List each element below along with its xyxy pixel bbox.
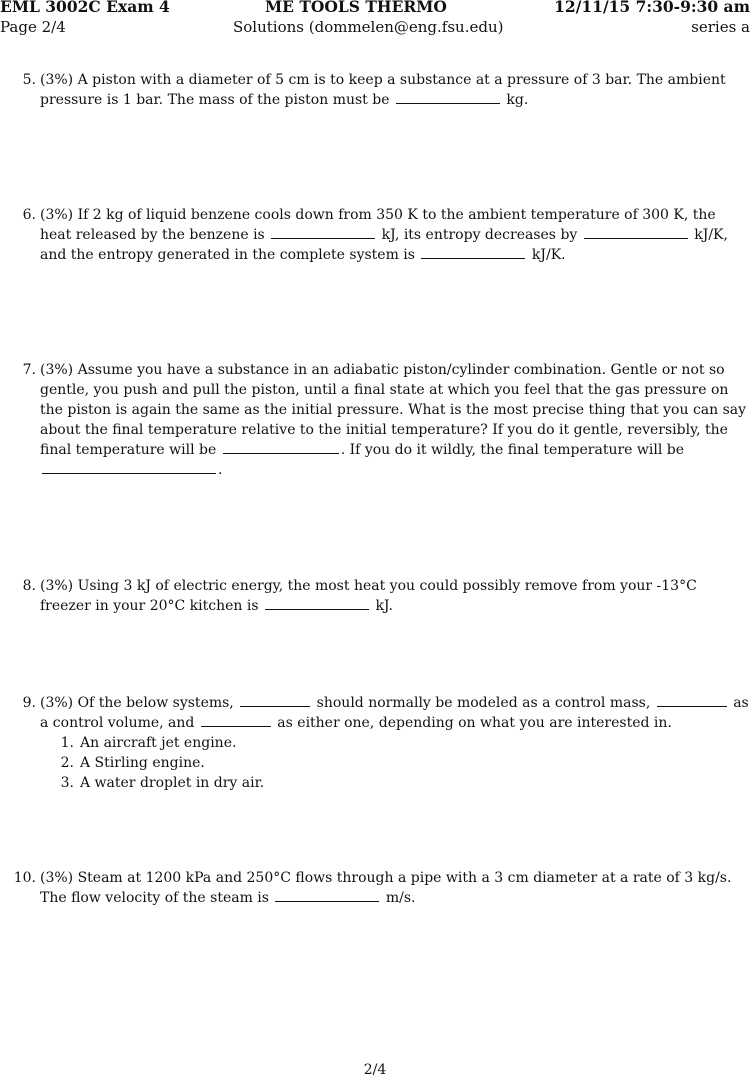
question-text: kJ. <box>375 598 393 614</box>
question-text: (3%) Steam at 1200 kPa and 250°C flows through a pipe with a 3 cm diameter at a rate of 3 kg/s. The flow velocity of the steam is <box>40 870 732 906</box>
question-text: (3%) Using 3 kJ of electric energy, the most heat you could possibly remove from your -13°C freezer in your 20°C kitchen is <box>40 578 697 614</box>
question-text: m/s. <box>385 890 416 906</box>
answer-blank[interactable] <box>271 237 375 239</box>
question-7 <box>22 360 750 480</box>
answer-blank[interactable] <box>223 452 339 454</box>
answer-blank[interactable] <box>275 900 379 902</box>
answer-blank[interactable] <box>396 102 500 104</box>
list-item-text: An aircraft jet engine. <box>80 735 237 751</box>
question-number: 8. <box>22 578 36 594</box>
question-text: as a control volume, and <box>40 695 749 731</box>
question-text: (3%) If 2 kg of liquid benzene cools down from 350 K to the ambient temperature of 300 K, the heat released by the benzene is <box>40 207 716 243</box>
exam-header-row <box>0 0 750 17</box>
page-footer: 2/4 <box>363 1062 387 1078</box>
answer-blank[interactable] <box>584 237 688 239</box>
list-item <box>40 733 750 753</box>
question-text: (3%) Assume you have a substance in an adiabatic piston/cylinder combination. Gentle or not so gentle, you push and pull the piston, until a final state at which you feel that the gas pressure on the piston is again the same as the initial pressure. What is the most precise thing that you can say about the final temperature relative to the initial temperature? If you do it gentle, reversibly, the final temperature will be <box>40 362 747 458</box>
question-6 <box>22 205 750 265</box>
solutions-contact: Solutions (dommelen@eng.fsu.edu) <box>233 18 504 36</box>
list-item <box>40 753 750 773</box>
question-9 <box>22 693 750 793</box>
question-number: 7. <box>22 362 36 378</box>
question-10 <box>13 868 750 908</box>
course-code: EML 3002C Exam 4 <box>0 0 170 16</box>
list-item <box>40 773 750 793</box>
questions-section <box>13 70 750 908</box>
list-number: 3. <box>60 775 74 791</box>
question-number: 5. <box>22 72 36 88</box>
answer-blank[interactable] <box>240 705 310 707</box>
list-item-text: A Stirling engine. <box>80 755 205 771</box>
answer-blank[interactable] <box>421 257 525 259</box>
list-item-text: A water droplet in dry air. <box>80 775 265 791</box>
system-list <box>40 733 750 793</box>
question-text: kJ/K. <box>531 247 566 263</box>
answer-blank[interactable] <box>201 725 271 727</box>
page-indicator: Page 2/4 <box>0 18 66 36</box>
list-number: 2. <box>60 755 74 771</box>
question-text: (3%) A piston with a diameter of 5 cm is to keep a substance at a pressure of 3 bar. The ambient pressure is 1 bar. The mass of the piston must be <box>40 72 726 108</box>
question-text: . If you do it wildly, the final temperature will be <box>340 442 685 458</box>
exam-subheader-row <box>0 18 750 38</box>
question-text: kg. <box>506 92 529 108</box>
question-text: kJ/K, and the entropy generated in the complete system is <box>40 227 728 263</box>
answer-blank[interactable] <box>657 705 727 707</box>
series-label: series a <box>691 18 750 36</box>
question-number: 9. <box>22 695 36 711</box>
exam-title: ME TOOLS THERMO <box>265 0 447 16</box>
list-number: 1. <box>60 735 74 751</box>
question-text: (3%) Of the below systems, <box>40 695 234 711</box>
exam-datetime: 12/11/15 7:30-9:30 am <box>554 0 750 16</box>
question-text: should normally be modeled as a control mass, <box>316 695 651 711</box>
question-number: 10. <box>13 870 36 886</box>
question-text: kJ, its entropy decreases by <box>381 227 578 243</box>
question-number: 6. <box>22 207 36 223</box>
answer-blank[interactable] <box>265 608 369 610</box>
question-text: . <box>218 462 223 478</box>
answer-blank[interactable] <box>42 472 216 474</box>
question-8 <box>22 576 750 616</box>
question-5 <box>22 70 750 110</box>
question-text: as either one, depending on what you are interested in. <box>277 715 672 731</box>
